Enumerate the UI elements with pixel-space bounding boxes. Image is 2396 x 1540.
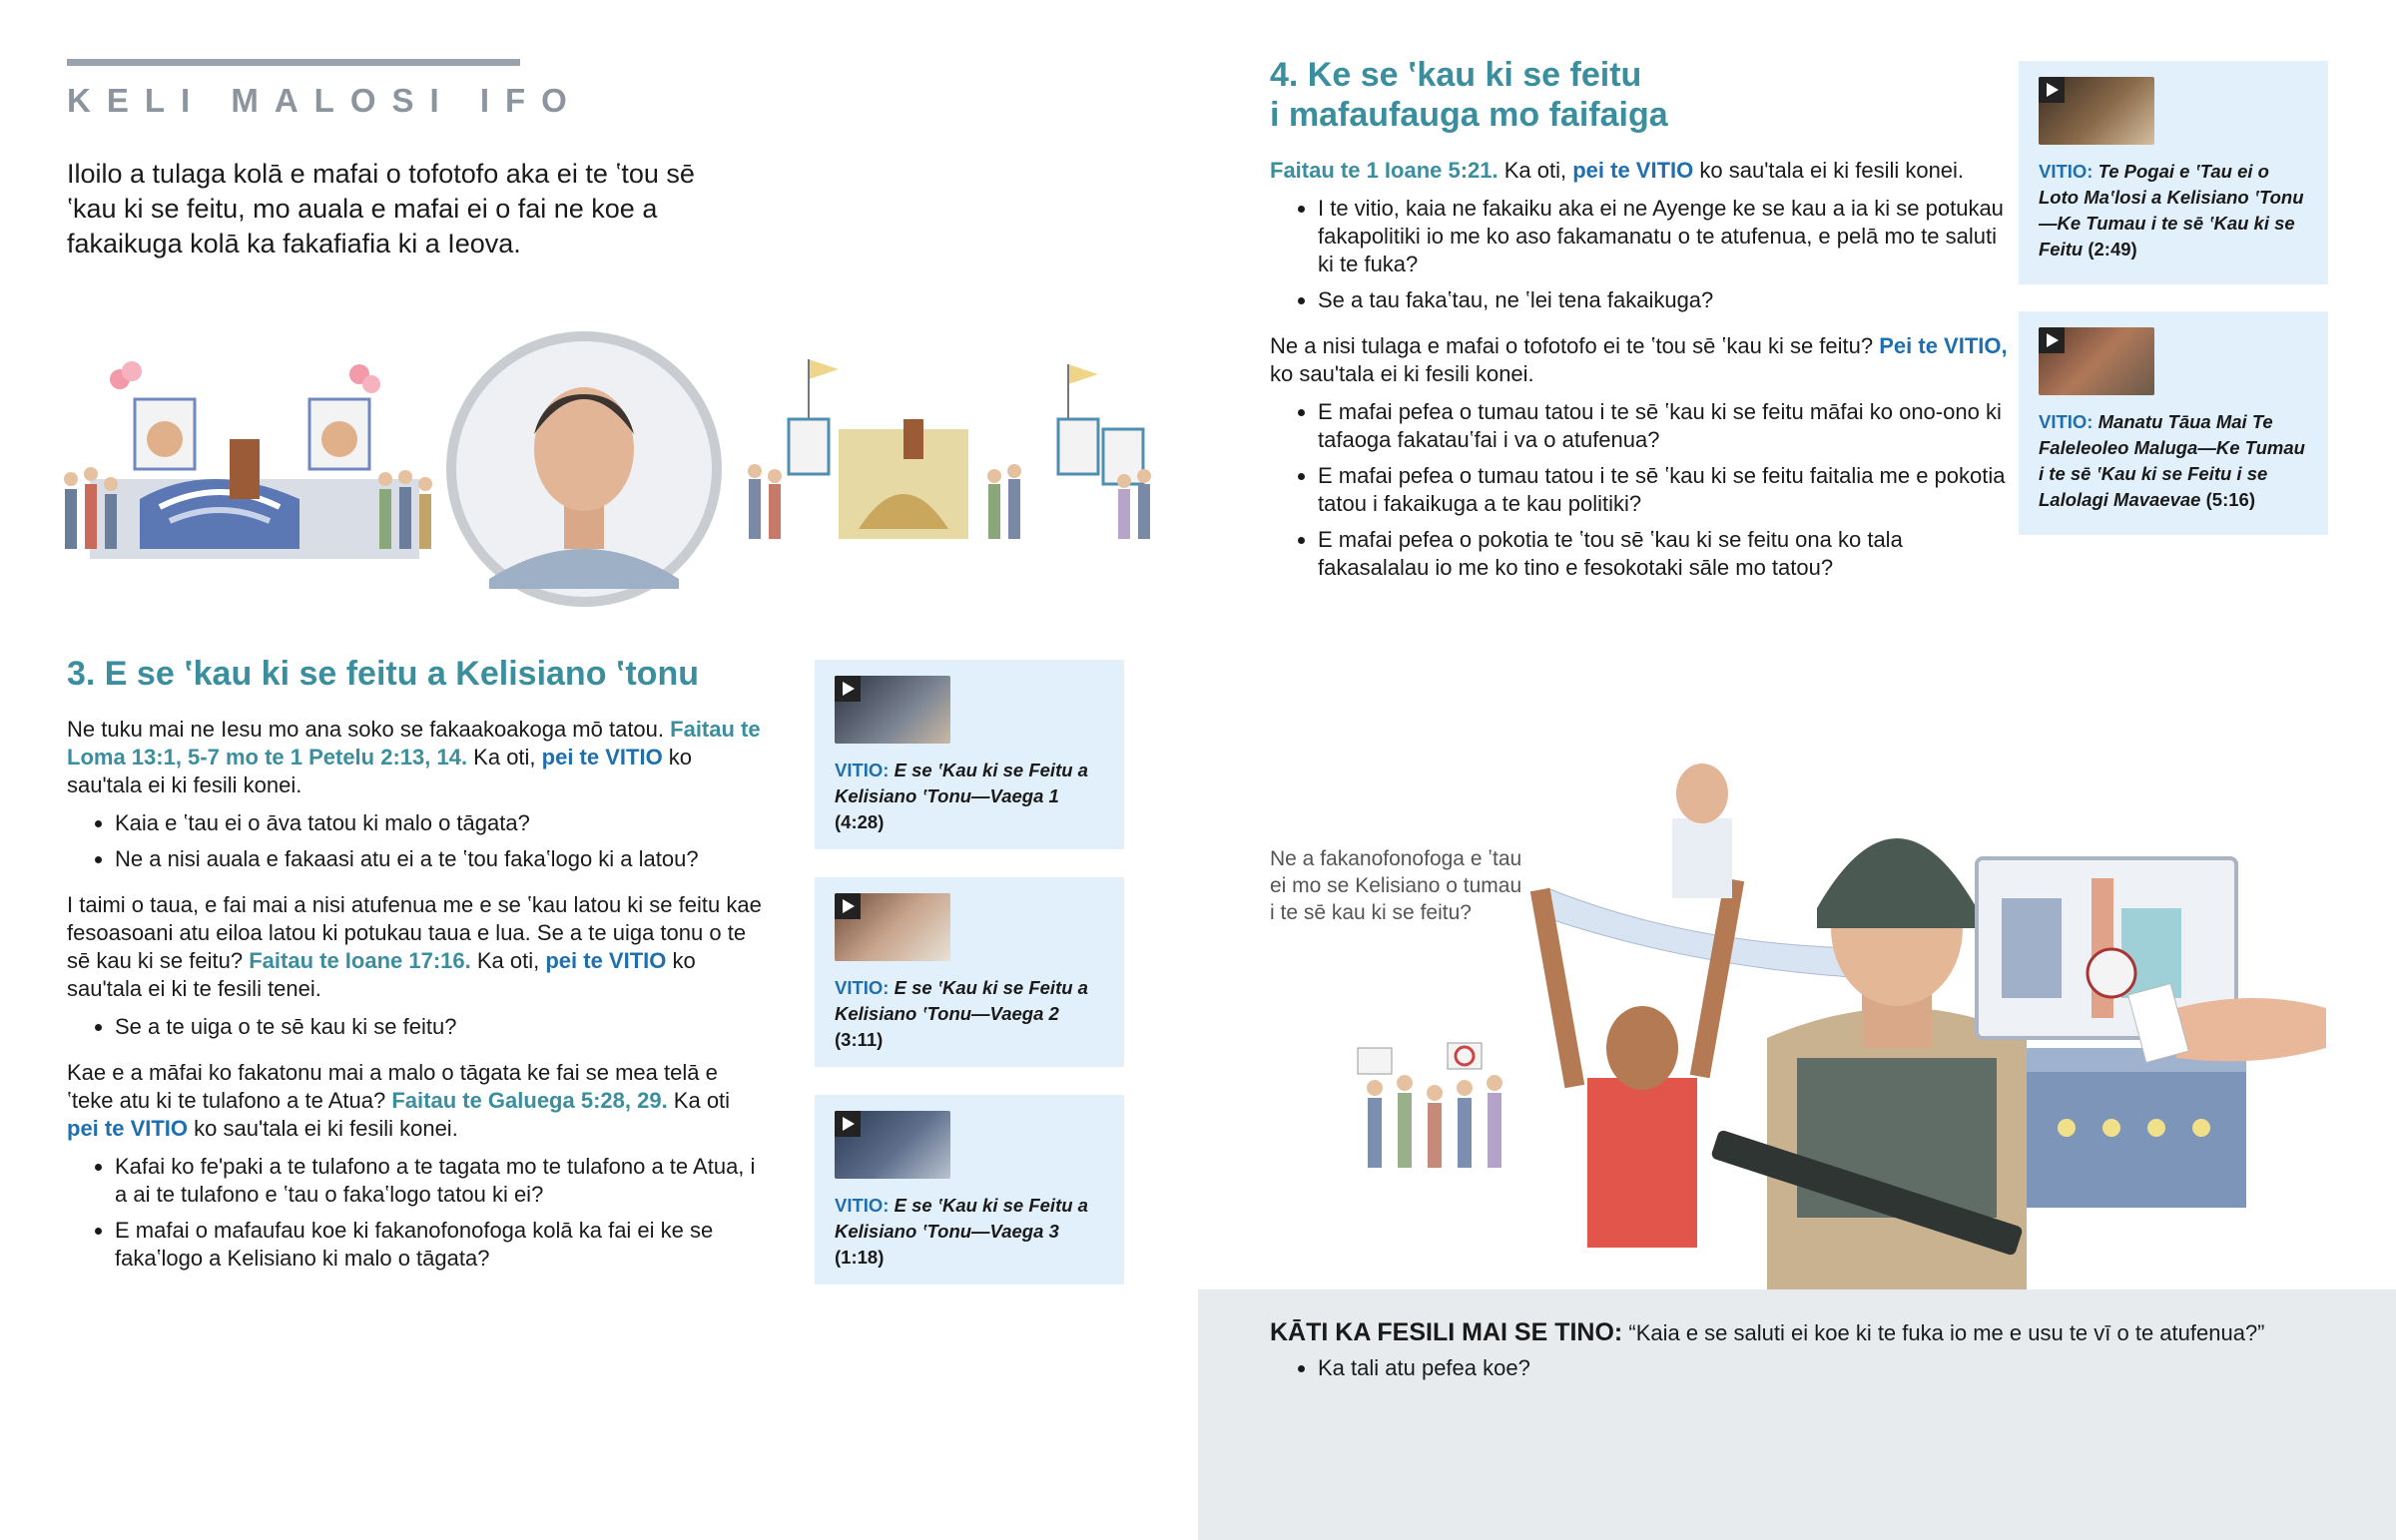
list-item: • E mafai pefea o tumau tatou i te sē ʽkau ki se feitu māfai ko ono-ono ki tafaoga fakatauʽfai i va o atufenua?: [1318, 398, 2009, 454]
video-card-5[interactable]: [2019, 311, 2328, 535]
left-rally-scene: [64, 361, 432, 559]
video-thumbnail[interactable]: [2039, 77, 2154, 145]
p-text: ko sau'tala ei ki te fesili tenei.: [67, 948, 696, 1001]
question-block: [1270, 1317, 2368, 1390]
p-text: Ka oti,: [470, 948, 546, 973]
header-rule: [67, 59, 520, 66]
portrait-man: [446, 331, 722, 607]
p-text: Ka oti,: [1498, 158, 1573, 183]
p-text: Ne a nisi tulaga e mafai o tofotofo ei te ʽtou sē ʽkau ki se feitu?: [1270, 333, 1880, 358]
p-text: ko sau'tala ei ki fesili konei.: [1270, 361, 1534, 386]
p-text: Ka oti,: [467, 745, 542, 770]
section-3-paragraph-3: [67, 1059, 766, 1143]
video-card-2[interactable]: [815, 877, 1124, 1067]
section-3-questions-2: [67, 1013, 766, 1041]
play-icon[interactable]: [2039, 77, 2065, 103]
question-line: [1270, 1317, 2368, 1348]
video-duration: (1:18): [835, 1247, 885, 1268]
section-4-title: [1270, 55, 2009, 135]
question-bullets: [1270, 1354, 2368, 1382]
video-link[interactable]: pei te VITIO: [1572, 158, 1694, 183]
singing-boy: [1672, 764, 1732, 898]
video-duration: (4:28): [835, 811, 885, 832]
video-title[interactable]: E se ʽKau ki se Feitu a Kelisiano ʽTonu—Vaega 2: [835, 977, 1088, 1024]
p-text: I taimi o taua, e fai mai a nisi atufenua me e se ʽkau latou ki se feitu kae fesoasoani atu eiloa latou ki potukau taua e lua. Se a te uiga tonu o te sē kau ki se feitu?: [67, 892, 762, 973]
play-icon[interactable]: [835, 893, 861, 919]
list-item: • E mafai pefea o tumau tatou i te sē ʽkau ki se feitu faitalia me e pokotia tatou i fakaikuga a te kau politiki?: [1318, 462, 2009, 518]
video-caption: [835, 1193, 1109, 1271]
video-label: VITIO:: [2039, 411, 2094, 432]
video-card-3[interactable]: [815, 1095, 1124, 1284]
neutrality-illustration: [1348, 759, 2346, 1289]
list-item: • Ne a nisi auala e fakaasi atu ei a te ʽtou fakaʽlogo ki a latou?: [115, 845, 766, 873]
play-icon[interactable]: [835, 1111, 861, 1137]
illustration-caption: Ne a fakanofonofoga e ʽtau ei mo se Kelisiano o tumau i te sē kau ki se feitu?: [1270, 847, 1522, 924]
section-3-title: 3. E se ʽkau ki se feitu a Kelisiano ʽtonu: [67, 655, 699, 693]
section-4-paragraph-1: [1270, 157, 2009, 185]
video-thumbnail[interactable]: [835, 893, 950, 961]
scripture-ref-link[interactable]: Faitau te Loma 13:1, 5-7 mo te 1 Petelu 2:13, 14.: [67, 717, 761, 770]
right-rally-scene: [748, 359, 1151, 539]
video-title[interactable]: Manatu Tāua Mai Te Faleleoleo Maluga—Ke Tumau i te sē ʽKau ki se Feitu i se Lalolagi Mavaevae: [2039, 411, 2305, 510]
section-3: [67, 654, 766, 1281]
video-thumbnail[interactable]: [835, 1111, 950, 1179]
video-link[interactable]: pei te VITIO: [541, 745, 663, 770]
protesters-group: [1358, 1043, 1502, 1168]
video-card-4[interactable]: [2019, 61, 2328, 284]
question-label: KĀTI KA FESILI MAI SE TINO:: [1270, 1318, 1623, 1346]
section-3-paragraph-1: [67, 716, 766, 799]
video-caption: [2039, 159, 2313, 262]
video-title[interactable]: Te Pogai e ʽTau ei o Loto Maʽlosi a Kelisiano ʽTonu—Ke Tumau i te sē ʽKau ki se Feitu: [2039, 161, 2304, 259]
list-item: • Ka tali atu pefea koe?: [1318, 1354, 2368, 1382]
p-text: ko sau'tala ei ki fesili konei.: [188, 1116, 458, 1141]
list-item: • E mafai o mafaufau koe ki fakanofonofoga kolā ka fai ei ke se fakaʽlogo a Kelisiano ki malo o tāgata?: [115, 1217, 766, 1273]
list-item: • Se a tau fakaʽtau, ne ʽlei tena fakaikuga?: [1318, 286, 2009, 314]
video-title[interactable]: E se ʽKau ki se Feitu a Kelisiano ʽTonu—Vaega 3: [835, 1195, 1088, 1242]
p-text: ko sau'tala ei ki fesili konei.: [1693, 158, 1965, 183]
video-caption: [835, 975, 1109, 1053]
question-text: “Kaia e se saluti ei koe ki te fuka io me e usu te vī o te atufenua?”: [1622, 1320, 2265, 1345]
video-label: VITIO:: [835, 1195, 890, 1216]
video-duration: (3:11): [835, 1029, 884, 1050]
video-card-1[interactable]: [815, 660, 1124, 849]
scripture-ref-link[interactable]: Faitau te Galuega 5:28, 29.: [391, 1088, 668, 1113]
p-text: ko sau'tala ei ki fesili konei.: [67, 745, 693, 797]
section-4-paragraph-2: [1270, 332, 2009, 388]
play-icon[interactable]: [835, 676, 861, 702]
intro-text: Iloilo a tulaga kolā e mafai o tofotofo aka ei te ʽtou sē ʽkau ki se feitu, mo auala e mafai ei o fai ne koe a fakaikuga kolā ka fakafiafia ki a Ieova.: [67, 159, 695, 258]
video-link[interactable]: pei te VITIO: [545, 948, 667, 973]
video-thumbnail[interactable]: [2039, 327, 2154, 395]
video-label: VITIO:: [835, 977, 890, 998]
video-thumbnail[interactable]: [835, 676, 950, 744]
title-line: 4. Ke se ʽkau ki se feitu: [1270, 56, 1642, 94]
section-3-paragraph-2: [67, 891, 766, 1003]
scripture-ref-link[interactable]: Faitau te 1 Ioane 5:21.: [1270, 158, 1498, 183]
video-label: VITIO:: [835, 760, 890, 780]
scripture-ref-link[interactable]: Faitau te Ioane 17:16.: [249, 948, 471, 973]
page-kicker: KELI MALOSI IFO: [67, 82, 583, 119]
video-link[interactable]: pei te VITIO: [67, 1116, 189, 1141]
title-line: i mafaufauga mo faifaiga: [1270, 96, 1668, 134]
list-item: • Kaia e ʽtau ei o āva tatou ki malo o tāgata?: [115, 809, 766, 837]
section-3-questions-3: [67, 1153, 766, 1273]
p-text: Ka oti: [667, 1088, 731, 1113]
political-rallies-illustration: [60, 329, 1158, 614]
section-4-questions-1: [1270, 195, 2009, 314]
p-text: Kae e a māfai ko fakatonu mai a malo o tāgata ke fai se mea telā e ʽteke atu ki te tulafono a te Atua?: [67, 1060, 718, 1113]
video-link[interactable]: Pei te VITIO,: [1879, 333, 2008, 358]
video-title[interactable]: E se ʽKau ki se Feitu a Kelisiano ʽTonu—Vaega 1: [835, 760, 1088, 806]
p-text: Ne tuku mai ne Iesu mo ana soko se fakaakoakoga mō tatou.: [67, 717, 671, 742]
play-icon[interactable]: [2039, 327, 2065, 353]
section-4-questions-2: [1270, 398, 2009, 582]
video-duration: (2:49): [2088, 239, 2137, 259]
list-item: • Kafai ko fe'paki a te tulafono a te tagata mo te tulafono a te Atua, i a ai te tulafono e ʽtau o fakaʽlogo tatou ki ei?: [115, 1153, 766, 1209]
video-caption: [835, 758, 1109, 835]
video-caption: [2039, 409, 2313, 513]
list-item: • E mafai pefea o pokotia te ʽtou sē ʽkau ki se feitu ona ko tala fakasalalau io me ko tino e fesokotaki sāle mo tatou?: [1318, 526, 2009, 582]
list-item: • Se a te uiga o te sē kau ki se feitu?: [115, 1013, 766, 1041]
section-4: [1270, 55, 2009, 590]
video-label: VITIO:: [2039, 161, 2094, 182]
video-duration: (5:16): [2205, 489, 2255, 510]
list-item: • I te vitio, kaia ne fakaiku aka ei ne Ayenge ke se kau a ia ki se potukau fakapolitiki io me ko aso fakamanatu o te atufenua, e pelā mo te saluti ki te fuka?: [1318, 195, 2009, 278]
section-3-questions-1: [67, 809, 766, 873]
